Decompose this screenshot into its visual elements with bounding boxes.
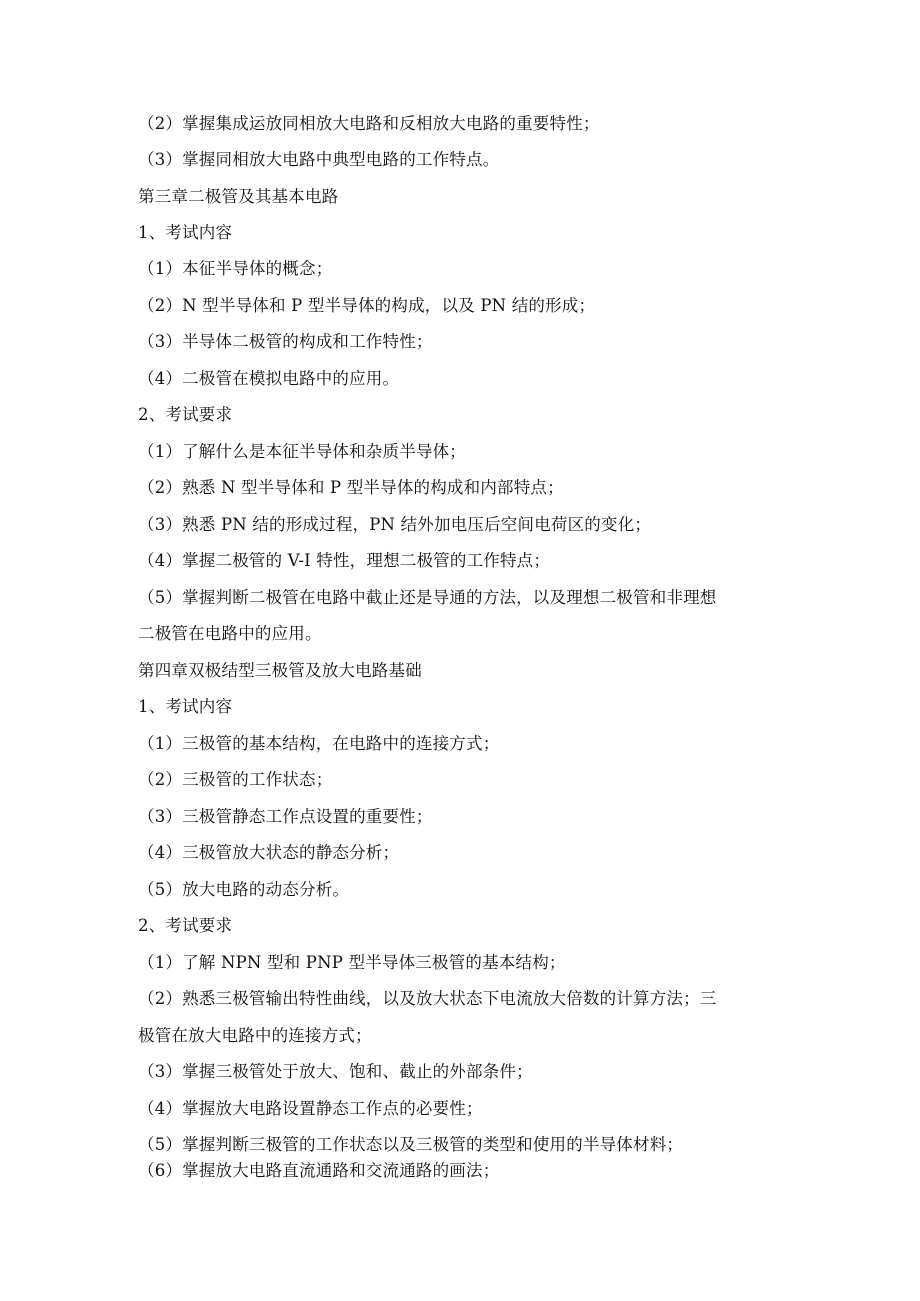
text-line: （1）了解 NPN 型和 PNP 型半导体三极管的基本结构； [138, 953, 566, 972]
chapter-heading: 第四章双极结型三极管及放大电路基础 [138, 661, 422, 680]
text-line: （4）三极管放大状态的静态分析； [138, 843, 400, 862]
text-line: （1）三极管的基本结构，在电路中的连接方式； [138, 734, 500, 753]
section-heading: 1、考试内容 [138, 223, 233, 242]
text-line: （5）掌握判断三极管的工作状态以及三极管的类型和使用的半导体材料； [138, 1135, 684, 1154]
text-line: （3）三极管静态工作点设置的重要性； [138, 807, 433, 826]
text-line: （5）放大电路的动态分析。 [138, 880, 350, 899]
text-line: （3）掌握三极管处于放大、饱和、截止的外部条件； [138, 1062, 533, 1081]
chapter-heading: 第三章二极管及其基本电路 [138, 187, 339, 206]
text-line: （1）了解什么是本征半导体和杂质半导体； [138, 442, 466, 461]
text-line: （6）掌握放大电路直流通路和交流通路的画法； [138, 1161, 500, 1180]
text-line: （3）熟悉 PN 结的形成过程，PN 结外加电压后空间电荷区的变化； [138, 515, 652, 534]
text-line: 二极管在电路中的应用。 [138, 624, 322, 643]
text-line: 极管在放大电路中的连接方式； [138, 1026, 372, 1045]
text-line: （3）掌握同相放大电路中典型电路的工作特点。 [138, 150, 500, 169]
text-line: （2）熟悉 N 型半导体和 P 型半导体的构成和内部特点； [138, 478, 564, 497]
text-line: （5）掌握判断二极管在电路中截止还是导通的方法，以及理想二极管和非理想 [138, 588, 717, 607]
section-heading: 2、考试要求 [138, 916, 233, 935]
section-heading: 1、考试内容 [138, 697, 233, 716]
text-line: （4）掌握放大电路设置静态工作点的必要性； [138, 1099, 483, 1118]
text-line: （2）N 型半导体和 P 型半导体的构成，以及 PN 结的形成； [138, 296, 596, 315]
text-line: （1）本征半导体的概念； [138, 259, 333, 278]
text-line: （3）半导体二极管的构成和工作特性； [138, 332, 433, 351]
text-line: （2）三极管的工作状态； [138, 770, 333, 789]
text-line: （4）二极管在模拟电路中的应用。 [138, 369, 400, 388]
section-heading: 2、考试要求 [138, 405, 233, 424]
text-line: （2）熟悉三极管输出特性曲线，以及放大状态下电流放大倍数的计算方法；三 [138, 989, 717, 1008]
text-line: （2）掌握集成运放同相放大电路和反相放大电路的重要特性； [138, 114, 600, 133]
text-line: （4）掌握二极管的 V-I 特性，理想二极管的工作特点； [138, 551, 551, 570]
